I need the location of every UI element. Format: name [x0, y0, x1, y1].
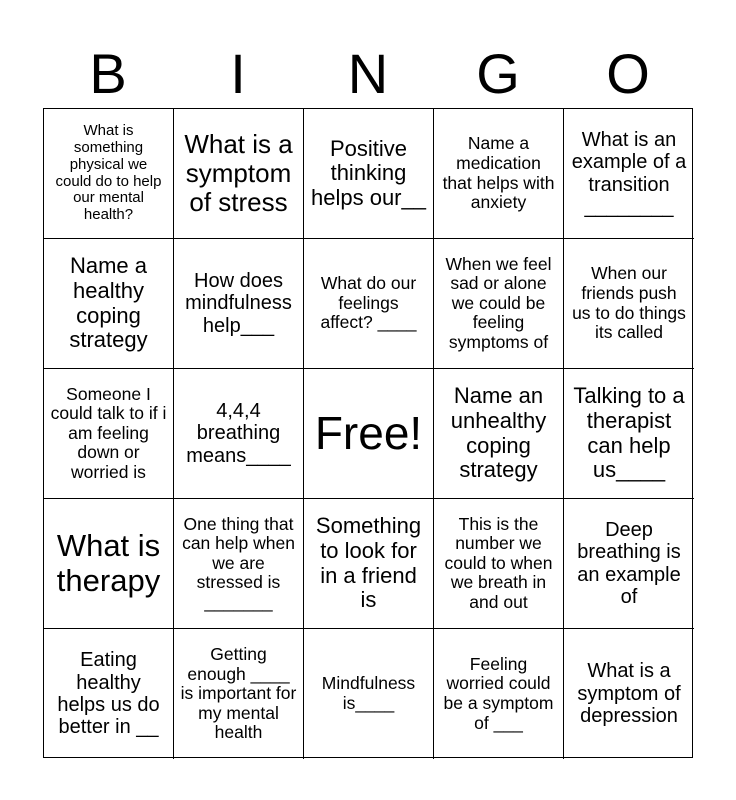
bingo-cell-r4-c1[interactable]: What is therapy — [44, 499, 174, 629]
bingo-cell-r3-c5[interactable]: Talking to a therapist can help us____ — [564, 369, 694, 499]
bingo-cell-r5-c1[interactable]: Eating healthy helps us do better in __ — [44, 629, 174, 759]
bingo-cell-r2-c2[interactable]: How does mindfulness help___ — [174, 239, 304, 369]
bingo-cell-r5-c2[interactable]: Getting enough ____ is important for my mental health — [174, 629, 304, 759]
bingo-cell-r2-c3[interactable]: What do our feelings affect? ____ — [304, 239, 434, 369]
bingo-cell-free-space[interactable]: Free! — [304, 369, 434, 499]
header-letter-n: N — [347, 42, 389, 105]
bingo-cell-r1-c1[interactable]: What is something physical we could do to help our mental health? — [44, 109, 174, 239]
bingo-grid — [43, 108, 693, 758]
bingo-cell-r5-c5[interactable]: What is a symptom of depression — [577, 660, 681, 728]
bingo-cell-r3-c4[interactable]: Name an unhealthy coping strategy — [434, 369, 564, 499]
header-letter-b: B — [89, 42, 127, 105]
header-letter-o: O — [606, 42, 650, 105]
bingo-cell-r3-c1[interactable]: Someone I could talk to if i am feeling down or worried is — [44, 369, 174, 499]
bingo-cell-r2-c5[interactable]: When our friends push us to do things its called — [564, 239, 694, 369]
bingo-cell-r1-c4[interactable]: Name a medication that helps with anxiety — [434, 109, 564, 239]
bingo-cell-r4-c2[interactable]: One thing that can help when we are stressed is _______ — [174, 499, 304, 629]
header-letter-g: G — [476, 42, 520, 105]
bingo-cell-r1-c3[interactable]: Positive thinking helps our__ — [304, 109, 434, 239]
bingo-cell-r4-c4[interactable]: This is the number we could to when we breath in and out — [434, 499, 564, 629]
bingo-cell-r1-c5[interactable]: What is an example of a transition ________ — [564, 109, 694, 239]
bingo-cell-r1-c2[interactable]: What is a symptom of stress — [174, 109, 304, 239]
bingo-cell-r5-c4[interactable]: Feeling worried could be a symptom of ___ — [434, 629, 564, 759]
header-letter-i: I — [230, 42, 246, 105]
bingo-cell-r5-c3[interactable]: Mindfulness is____ — [304, 629, 434, 759]
bingo-cell-r2-c4[interactable]: When we feel sad or alone we could be feeling symptoms of — [434, 239, 564, 369]
bingo-cell-r4-c3[interactable]: Something to look for in a friend is — [304, 499, 434, 629]
bingo-cell-r3-c2[interactable]: 4,4,4 breathing means____ — [174, 369, 304, 499]
bingo-cell-r4-c5[interactable]: Deep breathing is an example of — [564, 499, 694, 629]
bingo-cell-r2-c1[interactable]: Name a healthy coping strategy — [44, 239, 174, 369]
bingo-header — [43, 40, 693, 108]
